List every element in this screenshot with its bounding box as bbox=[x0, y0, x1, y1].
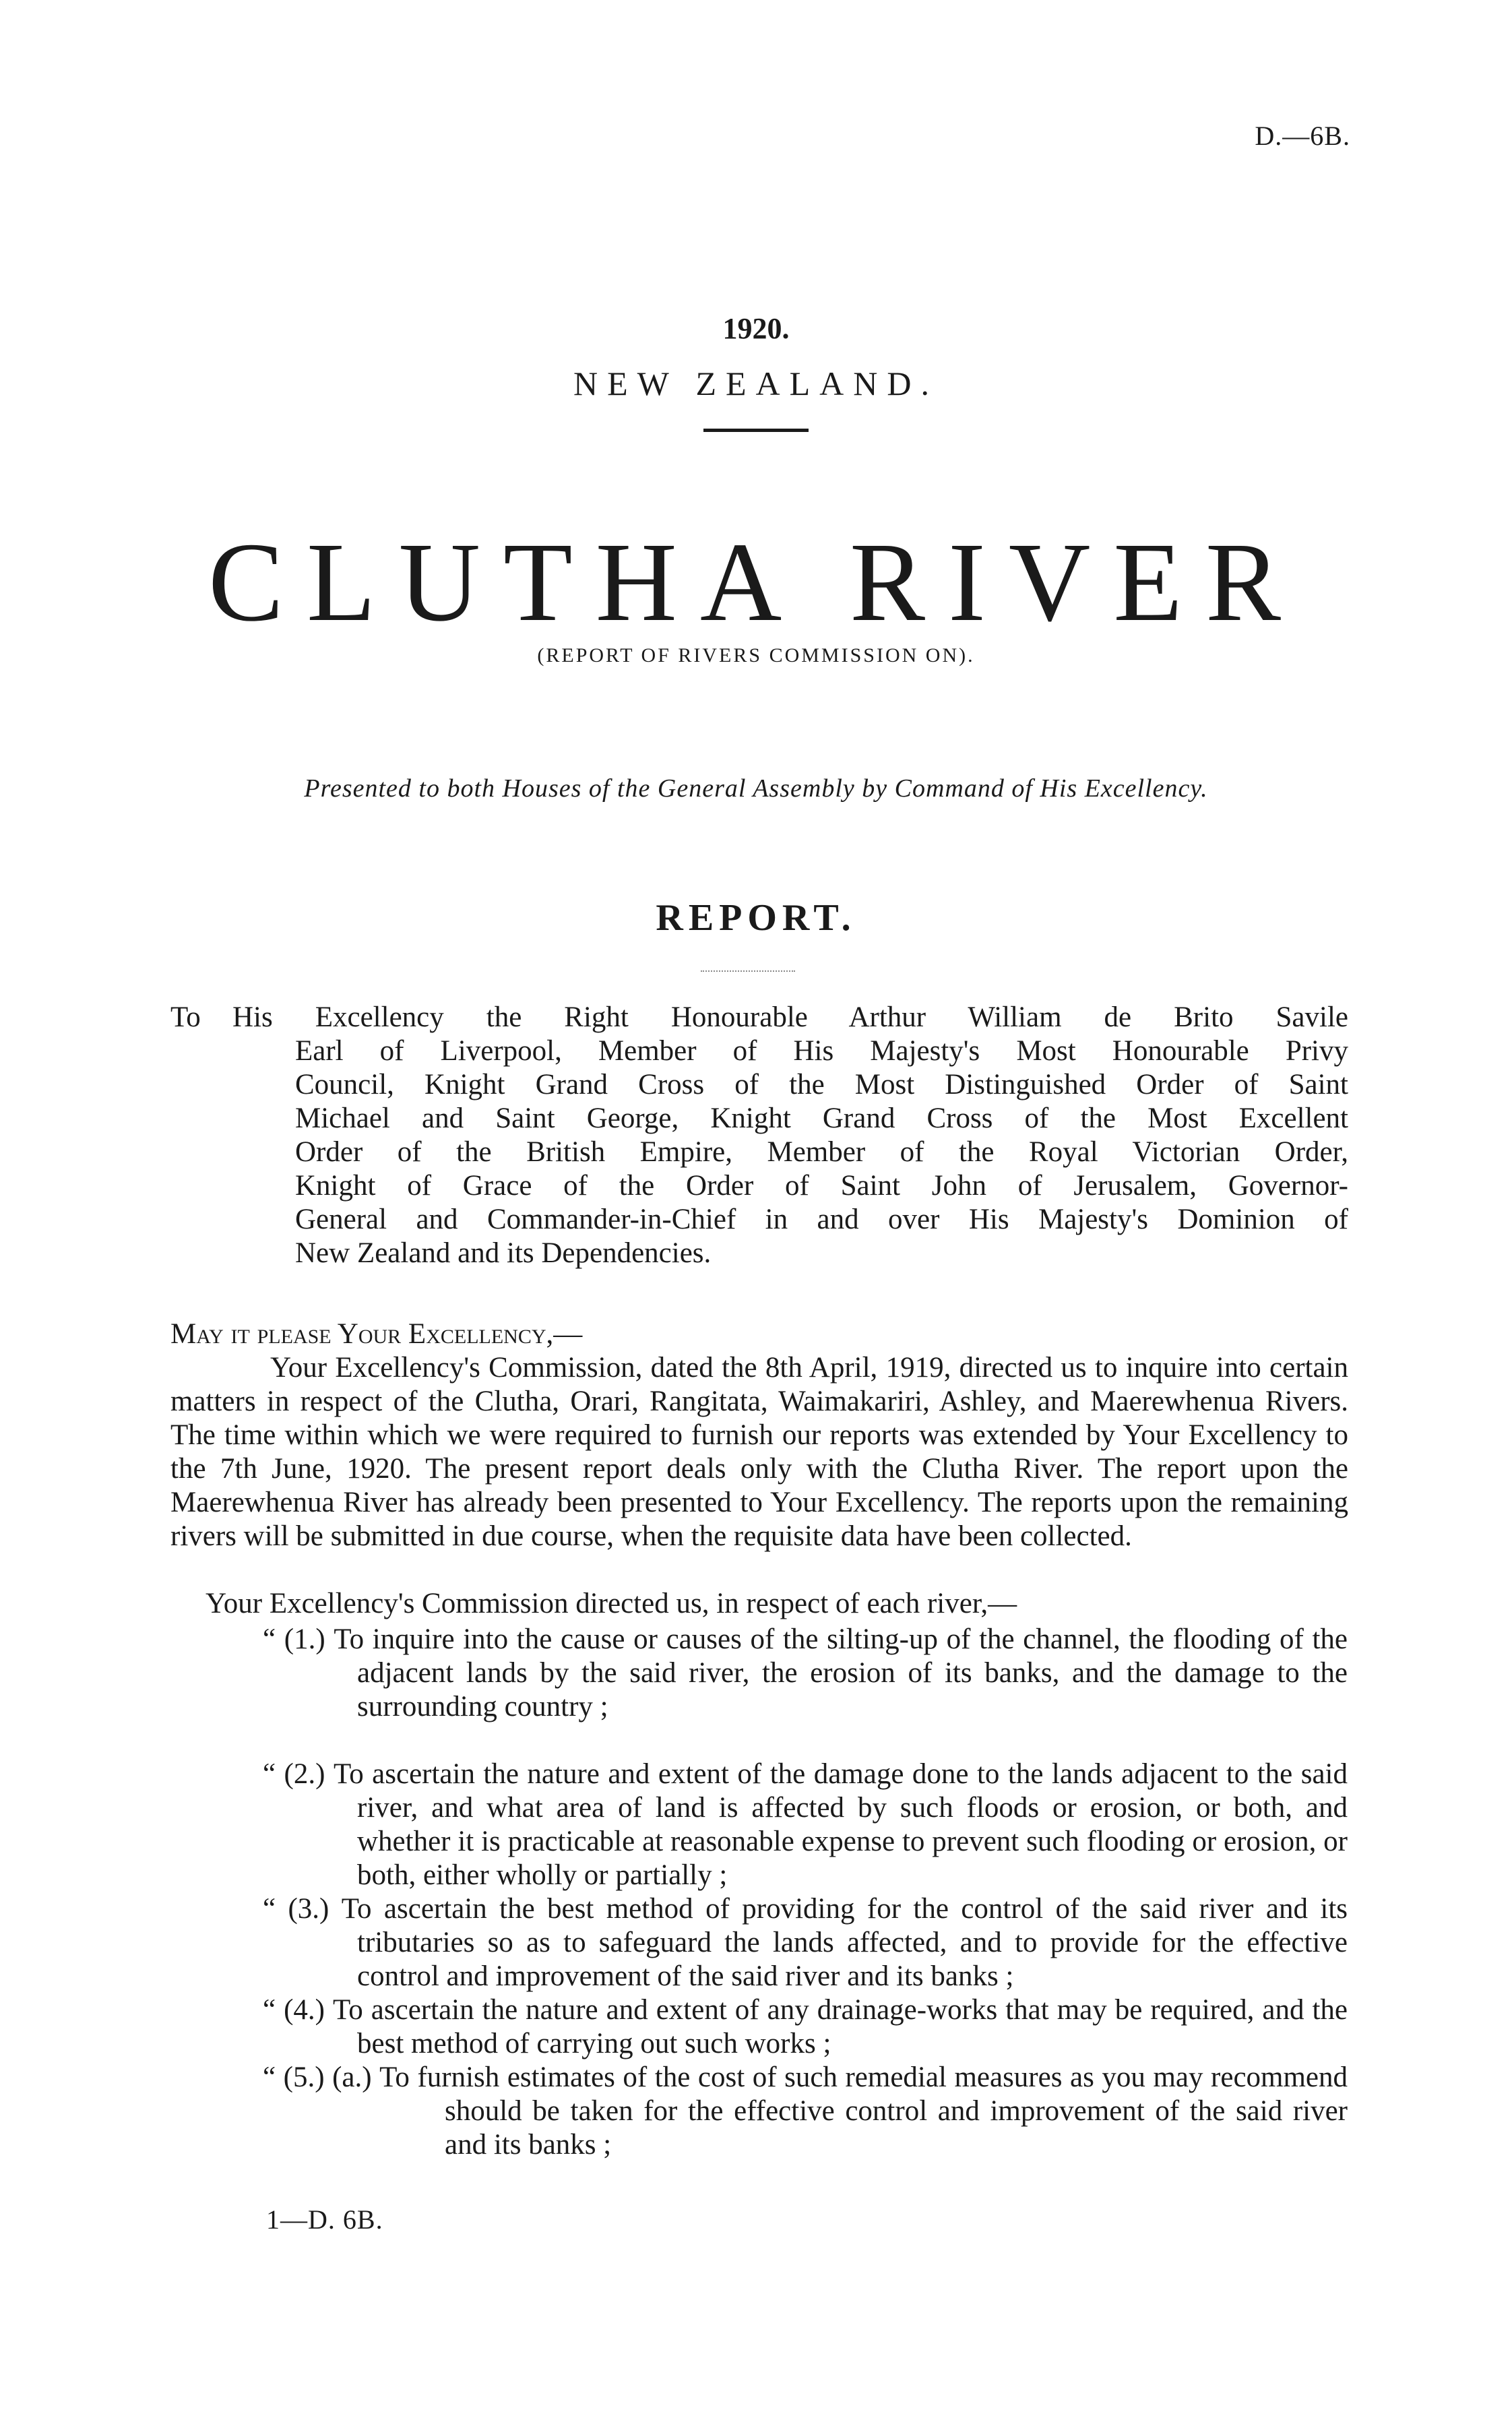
item-text: To ascertain the nature and extent of any drainage-works that may be required, and the best method of carrying out such works ; bbox=[333, 1994, 1348, 2059]
addressee-line: Knight of Grace of the Order of Saint John of Jerusalem, Governor- bbox=[295, 1170, 1348, 1202]
list-item bbox=[263, 1892, 1348, 1993]
paragraph-commission bbox=[170, 1351, 1348, 1553]
page-subtitle: (REPORT OF RIVERS COMMISSION ON). bbox=[537, 644, 975, 666]
page-title: CLUTHA RIVER bbox=[208, 520, 1304, 645]
item-text: To ascertain the nature and extent of the damage done to the lands adjacent to the said river, and what area of land is affected by such floods or erosion, or both, and whether it is practicable at reasonable expense to prevent such flooding or erosion, or both, either wholly or partially ; bbox=[333, 1758, 1348, 1891]
list-item bbox=[263, 1993, 1348, 2061]
item-number: “ (5.) (a.) bbox=[263, 2061, 372, 2093]
heading-rule bbox=[703, 429, 809, 432]
list-item bbox=[263, 1758, 1348, 1892]
addressee-line: New Zealand and its Dependencies. bbox=[295, 1237, 712, 1269]
item-text: To ascertain the best method of providing for the control of the said river and its tributaries so as to safeguard the lands affected, and to provide for the effective control and improvement of the said river and its banks ; bbox=[341, 1893, 1348, 1992]
report-heading: REPORT. bbox=[656, 897, 856, 939]
presentation-line: Presented to both Houses of the General Assembly by Command of His Excellency. bbox=[304, 774, 1208, 803]
paragraph-text: Your Excellency's Commission, dated the 8th April, 1919, directed us to inquire into certain matters in respect of the Clutha, Orari, Rangitata, Waimakariri, Ashley, and Maerewhenua Rivers. The time within which we were required to furnish our reports was extended by Your Excellency to the 7th June, 1920. The present report deals only with the Clutha River. The report upon the Maerewhenua River has already been presented to Your Excellency. The reports upon the remaining rivers will be submitted in due course, when the requisite data have been collected. bbox=[170, 1352, 1348, 1552]
addressee-block bbox=[170, 1001, 1348, 1270]
list-item bbox=[263, 1623, 1348, 1724]
addressee-line: Earl of Liverpool, Member of His Majesty's Most Honourable Privy bbox=[295, 1035, 1348, 1067]
addressee-line: Council, Knight Grand Cross of the Most Distinguished Order of Saint bbox=[295, 1069, 1348, 1100]
document-reference: D.—6B. bbox=[1255, 121, 1350, 151]
paragraph-directions: Your Excellency's Commission directed us, in respect of each river,— bbox=[206, 1588, 1017, 1619]
addressee-line: Michael and Saint George, Knight Grand Cross of the Most Excellent bbox=[295, 1103, 1348, 1134]
section-divider bbox=[701, 970, 795, 973]
item-number: “ (3.) bbox=[263, 1893, 329, 1925]
country-heading: NEW ZEALAND. bbox=[573, 365, 939, 402]
item-number: “ (2.) bbox=[263, 1758, 325, 1790]
list-item bbox=[263, 2061, 1348, 2162]
addressee-line: General and Commander-in-Chief in and over His Majesty's Dominion of bbox=[295, 1204, 1348, 1235]
item-text: To inquire into the cause or causes of the silting-up of the channel, the flooding of the adjacent lands by the said river, the erosion of its banks, and the damage to the surrounding country ; bbox=[334, 1623, 1348, 1723]
item-text: To furnish estimates of the cost of such remedial measures as you may recommend should be taken for the effective control and improvement of the said river and its banks ; bbox=[379, 2061, 1348, 2161]
item-number: “ (4.) bbox=[263, 1994, 325, 2026]
footer-reference: 1—D. 6B. bbox=[266, 2204, 383, 2235]
addressee-line: Order of the British Empire, Member of the Royal Victorian Order, bbox=[295, 1136, 1348, 1168]
addressee-lead: To bbox=[170, 1001, 201, 1033]
salutation: May it please Your Excellency,— bbox=[170, 1318, 583, 1350]
item-number: “ (1.) bbox=[263, 1623, 325, 1655]
addressee-line: To His Excellency the Right Honourable Arthur William de Brito Savile bbox=[170, 1001, 1348, 1033]
document-year: 1920. bbox=[722, 312, 790, 345]
